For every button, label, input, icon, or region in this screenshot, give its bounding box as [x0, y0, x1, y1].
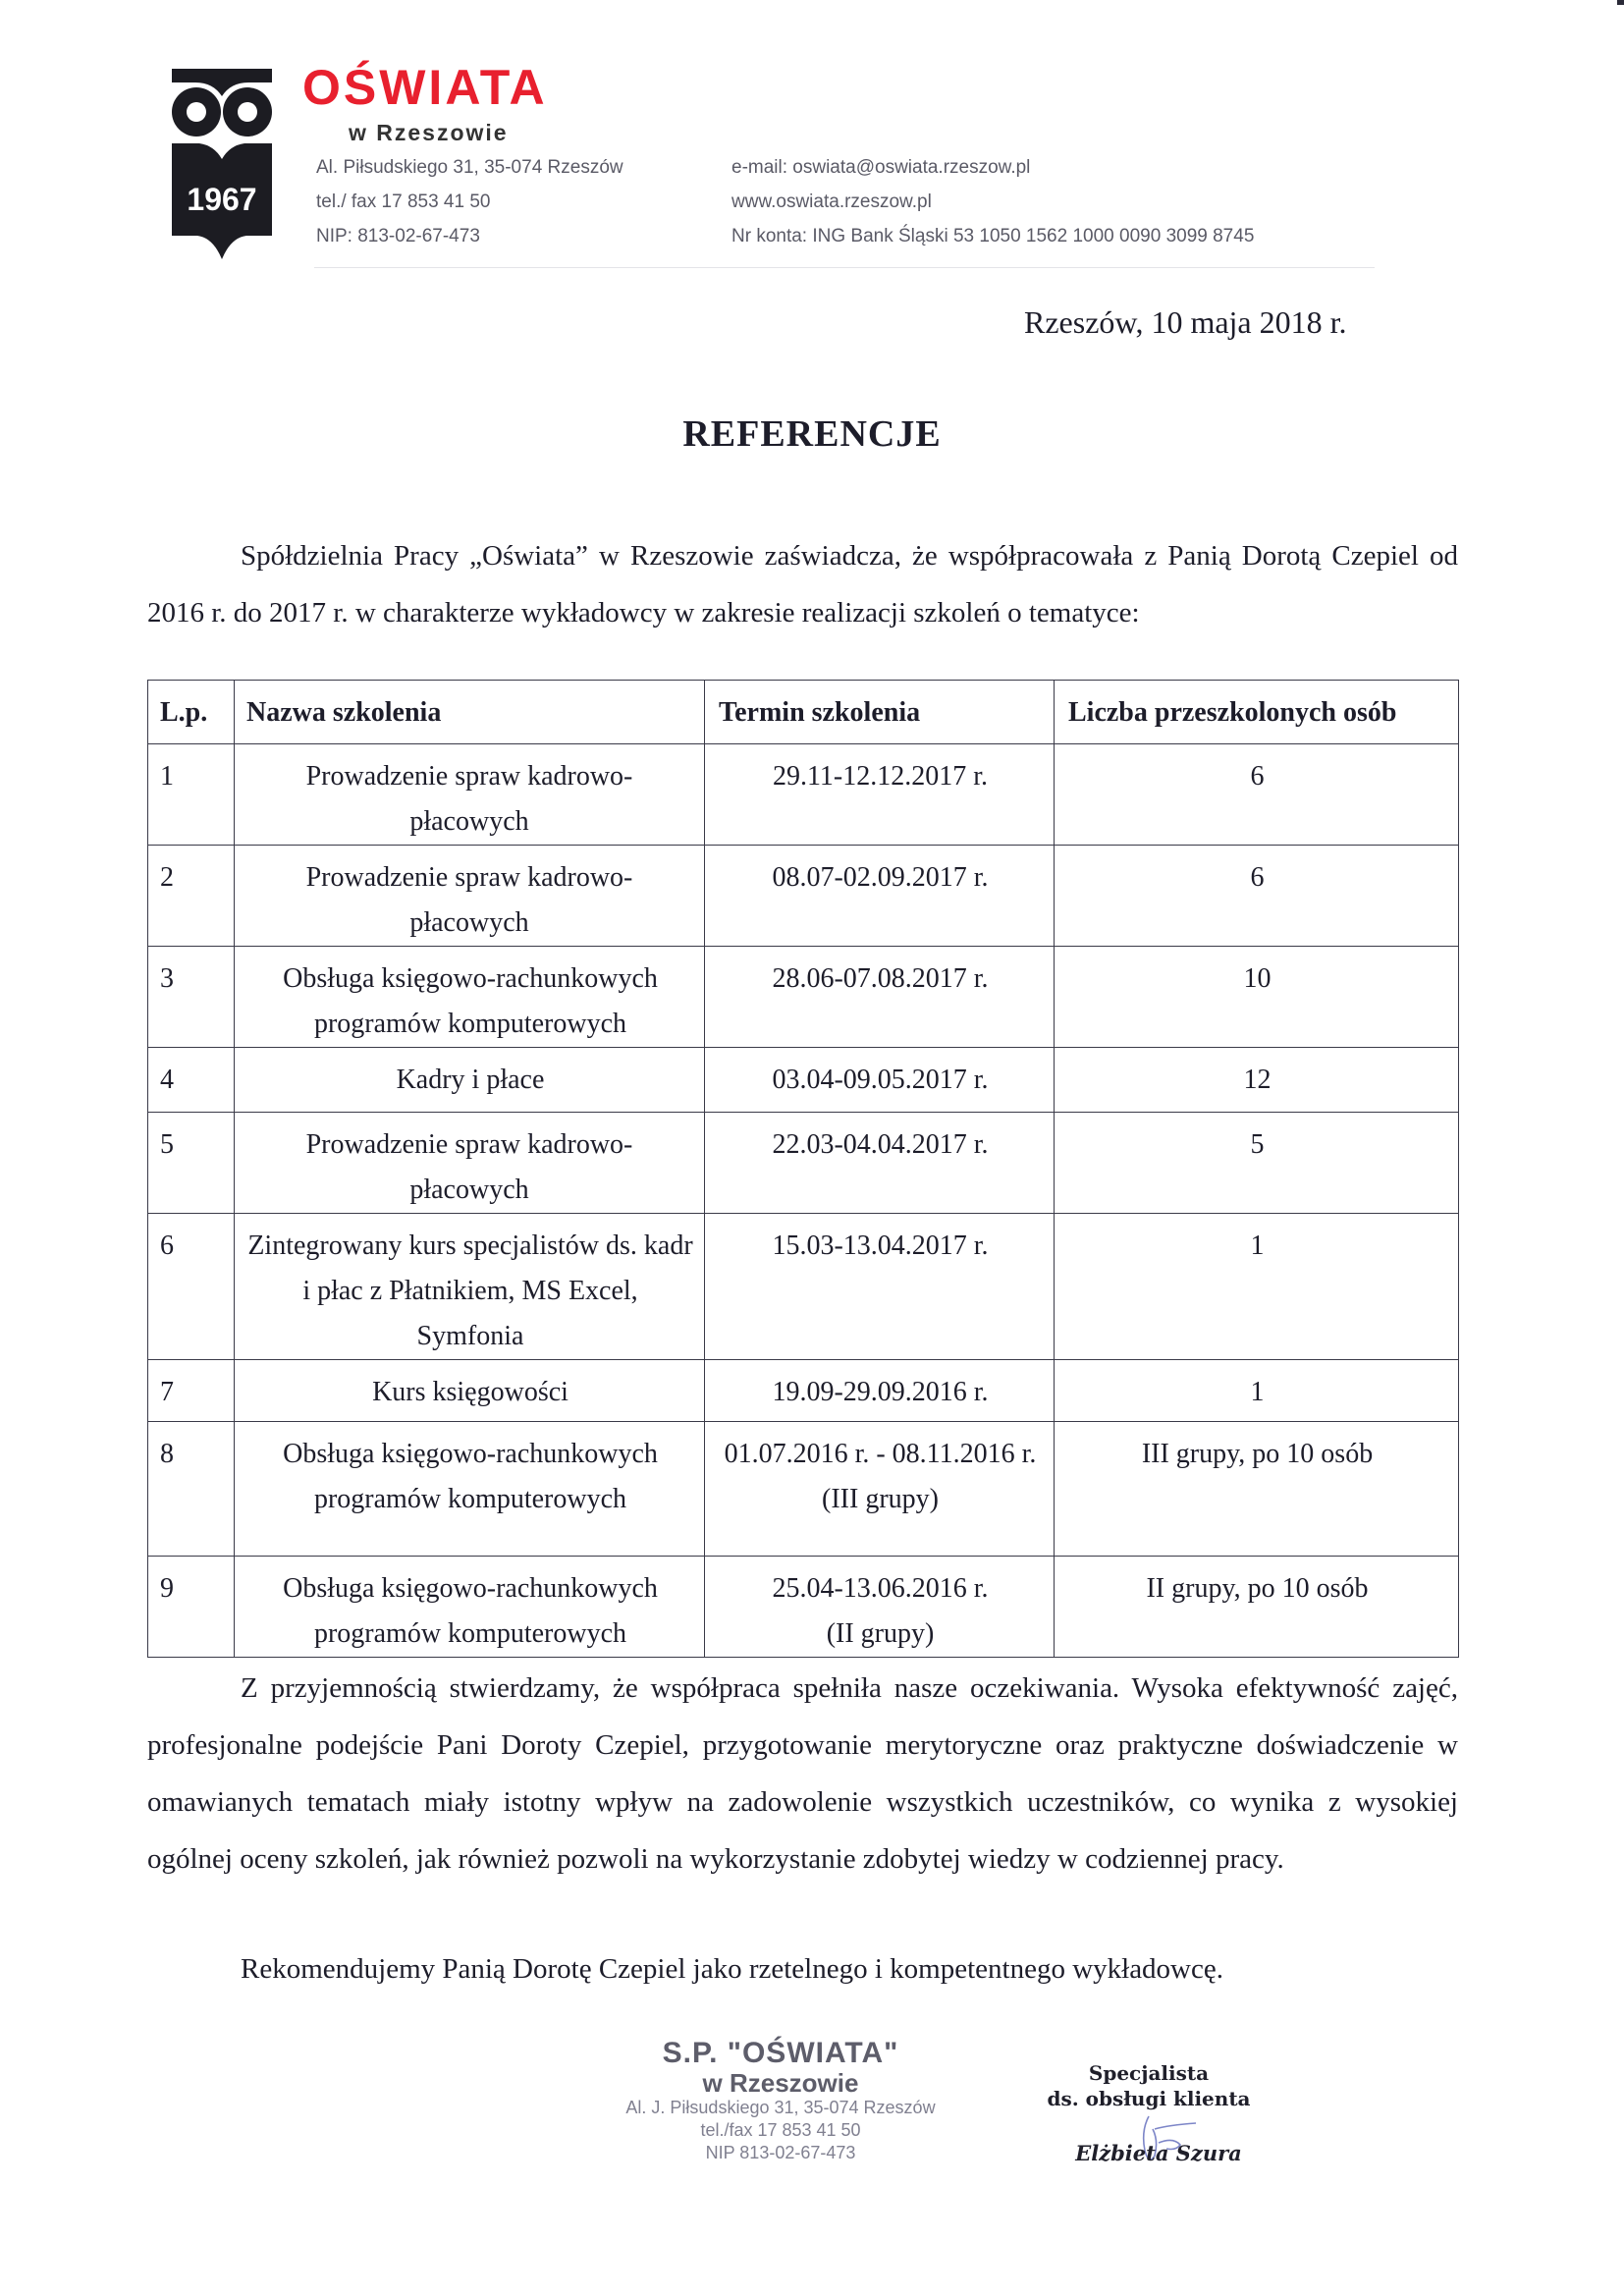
cell-name: Kurs księgowości [235, 1360, 705, 1422]
table-row [148, 947, 1459, 1048]
brand-name: OŚWIATA [302, 60, 548, 115]
table-row [148, 1113, 1459, 1214]
table-row [148, 1360, 1459, 1422]
scan-corner-mark [1617, 0, 1624, 5]
company-website: www.oswiata.rzeszow.pl [731, 191, 932, 212]
cell-count: 6 [1055, 744, 1459, 846]
company-address: Al. Piłsudskiego 31, 35-074 Rzeszów [316, 157, 623, 178]
cell-lp: 8 [148, 1422, 235, 1557]
table-row [148, 1048, 1459, 1113]
stamp-address: Al. J. Piłsudskiego 31, 35-074 Rzeszów [625, 2098, 936, 2117]
cell-lp: 7 [148, 1360, 235, 1422]
table-row [148, 1214, 1459, 1360]
cell-count: 1 [1055, 1360, 1459, 1422]
cell-count: 12 [1055, 1048, 1459, 1113]
company-bank-account: Nr konta: ING Bank Śląski 53 1050 1562 1000 0090 3099 8745 [731, 226, 1255, 246]
intro-paragraph [147, 527, 1458, 641]
cell-lp: 6 [148, 1214, 235, 1360]
recommendation-text: Rekomendujemy Panią Dorotę Czepiel jako rzetelnego i kompetentnego wykładowcę. [241, 1953, 1223, 1985]
closing-paragraph [147, 1660, 1458, 1887]
svg-text:1967: 1967 [187, 182, 257, 217]
cell-name: Prowadzenie spraw kadrowo-płacowych [235, 1113, 705, 1214]
table-row [148, 1557, 1459, 1658]
cell-count: 10 [1055, 947, 1459, 1048]
header-term: Termin szkolenia [705, 681, 1055, 744]
table-row [148, 744, 1459, 846]
term-note: (III grupy) [822, 1484, 939, 1514]
table-row [148, 846, 1459, 947]
cell-name: Obsługa księgowo-rachunkowych programów komputerowych [235, 1557, 705, 1658]
cell-term: 22.03-04.04.2017 r. [705, 1113, 1055, 1214]
signatory-role [1031, 2060, 1267, 2111]
stamp-phone: tel./fax 17 853 41 50 [700, 2120, 861, 2140]
cell-term: 19.09-29.09.2016 r. [705, 1360, 1055, 1422]
header-count: Liczba przeszkolonych osób [1055, 681, 1459, 744]
cell-term: 29.11-12.12.2017 r. [705, 744, 1055, 846]
term-dates: 01.07.2016 r. - 08.11.2016 r. [724, 1439, 1037, 1469]
cell-count: 6 [1055, 846, 1459, 947]
cell-term [705, 1557, 1055, 1658]
document-title: REFERENCJE [682, 413, 942, 455]
header-name: Nazwa szkolenia [235, 681, 705, 744]
cell-lp: 1 [148, 744, 235, 846]
cell-term: 03.04-09.05.2017 r. [705, 1048, 1055, 1113]
cell-term: 15.03-13.04.2017 r. [705, 1214, 1055, 1360]
intro-text: Spółdzielnia Pracy „Oświata” w Rzeszowie zaświadcza, że współpracowała z Panią Dorotą Czepiel od 2016 r. do 2017 r. w charakterze wykładowcy w zakresie realizacji szkoleń o tematyce: [147, 540, 1458, 629]
letter-date: Rzeszów, 10 maja 2018 r. [1024, 304, 1347, 340]
table-header-row [148, 681, 1459, 744]
signatory-name: Elżbieta Szura [1075, 2141, 1242, 2165]
letterhead-divider [314, 267, 1375, 268]
trainings-table [147, 680, 1459, 1658]
cell-count: 5 [1055, 1113, 1459, 1214]
cell-count: 1 [1055, 1214, 1459, 1360]
cell-count: II grupy, po 10 osób [1055, 1557, 1459, 1658]
oswiata-owl-logo-icon [170, 67, 274, 261]
company-phone: tel./ fax 17 853 41 50 [316, 191, 491, 212]
signatory-role-line1: Specjalista [1088, 2061, 1210, 2085]
cell-name: Prowadzenie spraw kadrowo-płacowych [235, 846, 705, 947]
cell-lp: 4 [148, 1048, 235, 1113]
company-stamp [589, 2038, 972, 2164]
cell-term: 08.07-02.09.2017 r. [705, 846, 1055, 947]
cell-term [705, 1422, 1055, 1557]
cell-name: Kadry i płace [235, 1048, 705, 1113]
cell-name: Obsługa księgowo-rachunkowych programów komputerowych [235, 947, 705, 1048]
cell-lp: 9 [148, 1557, 235, 1658]
cell-count: III grupy, po 10 osób [1055, 1422, 1459, 1557]
stamp-city: w Rzeszowie [702, 2068, 859, 2098]
term-note: (II grupy) [826, 1618, 935, 1649]
company-email: e-mail: oswiata@oswiata.rzeszow.pl [731, 157, 1031, 178]
cell-name: Prowadzenie spraw kadrowo-płacowych [235, 744, 705, 846]
closing-text: Z przyjemnością stwierdzamy, że współpraca spełniła nasze oczekiwania. Wysoka efektywność zajęć, profesjonalne podejście Pani Doroty Czepiel, przygotowanie merytoryczne oraz praktyczne doświadczenie w omawianych tematach miały istotny wpływ na zadowolenie wszystkich uczestników, co wynika z wysokiej ogólnej oceny szkoleń, jak również pozwoli na wykorzystanie zdobytej wiedzy w codziennej pracy. [147, 1672, 1458, 1875]
cell-lp: 3 [148, 947, 235, 1048]
stamp-nip: NIP 813-02-67-473 [705, 2143, 856, 2162]
cell-lp: 5 [148, 1113, 235, 1214]
header-lp: L.p. [148, 681, 235, 744]
cell-lp: 2 [148, 846, 235, 947]
stamp-company-name: S.P. "OŚWIATA" [662, 2037, 899, 2069]
signatory-role-line2: ds. obsługi klienta [1047, 2087, 1251, 2110]
cell-name: Obsługa księgowo-rachunkowych programów komputerowych [235, 1422, 705, 1557]
term-dates: 25.04-13.06.2016 r. [772, 1573, 989, 1604]
recommendation-paragraph [147, 1941, 1458, 1997]
cell-name: Zintegrowany kurs specjalistów ds. kadr i płac z Płatnikiem, MS Excel, Symfonia [235, 1214, 705, 1360]
cell-term: 28.06-07.08.2017 r. [705, 947, 1055, 1048]
table-row [148, 1422, 1459, 1557]
brand-city: w Rzeszowie [349, 120, 509, 145]
company-nip: NIP: 813-02-67-473 [316, 226, 480, 246]
